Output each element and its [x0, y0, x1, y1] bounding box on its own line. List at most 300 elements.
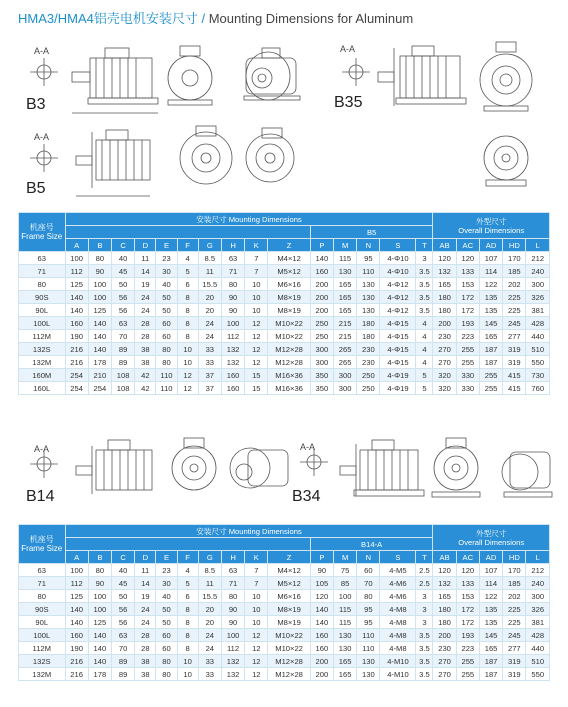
table-cell: 8	[177, 330, 198, 343]
table-cell: 14	[135, 265, 156, 278]
table-cell: 230	[357, 356, 380, 369]
table-cell: 350	[310, 382, 333, 395]
table-cell: 80	[221, 590, 244, 603]
table-cell: 270	[433, 356, 456, 369]
table-cell: 120	[456, 252, 479, 265]
table-cell: M8×19	[268, 616, 310, 629]
table-cell: 440	[526, 330, 550, 343]
column-header-l: L	[526, 551, 550, 564]
table-cell: 225	[503, 291, 526, 304]
column-header-z: Z	[268, 551, 310, 564]
table-cell: M8×19	[268, 603, 310, 616]
motor-3d-b35	[484, 136, 528, 180]
overall-en: Overall Dimensions	[458, 537, 525, 547]
table-cell: 70	[112, 330, 135, 343]
frame-en: Frame Size	[21, 544, 63, 553]
column-header-s: S	[380, 239, 416, 252]
column-header-f: F	[177, 551, 198, 564]
table-cell: 8	[177, 291, 198, 304]
table-cell: 730	[526, 369, 550, 382]
table-cell: 12	[245, 642, 268, 655]
table-cell: 415	[503, 382, 526, 395]
table-cell: 110	[156, 382, 177, 395]
table-cell: 255	[479, 382, 502, 395]
table-cell: 140	[310, 603, 333, 616]
table-cell: 37	[198, 369, 221, 382]
label-b3: B3	[26, 96, 46, 113]
column-header-e: E	[156, 551, 177, 564]
column-header-t: T	[416, 551, 433, 564]
table-cell: 510	[526, 655, 550, 668]
table-cell: 12	[245, 668, 268, 681]
table-cell: 180	[433, 304, 456, 317]
table-cell: 4	[416, 330, 433, 343]
table-cell: 760	[526, 382, 550, 395]
column-header-a: A	[65, 239, 88, 252]
table-cell: 125	[88, 304, 111, 317]
frame-size-cell: 80	[19, 278, 66, 291]
table-cell: 180	[433, 291, 456, 304]
table-cell: 100	[88, 291, 111, 304]
mounting-table-2	[18, 524, 550, 681]
frame-cn: 机座号	[29, 223, 54, 232]
table-cell: 110	[357, 265, 380, 278]
table-row	[19, 330, 550, 343]
table-cell: 6	[177, 590, 198, 603]
table-cell: 10	[245, 590, 268, 603]
table-cell: 319	[503, 356, 526, 369]
table-cell: 140	[88, 655, 111, 668]
label-b34: B34	[292, 488, 321, 505]
table-cell: 300	[310, 356, 333, 369]
table-cell: 255	[456, 356, 479, 369]
table-cell: 10	[177, 668, 198, 681]
table-cell: 254	[65, 369, 88, 382]
table-cell: 4-Φ10	[380, 252, 416, 265]
table-cell: 63	[112, 629, 135, 642]
table-cell: 3.5	[416, 655, 433, 668]
table-cell: 132	[433, 577, 456, 590]
table-cell: M6×16	[268, 278, 310, 291]
table-cell: 120	[433, 252, 456, 265]
table-cell: 95	[357, 603, 380, 616]
table-cell: 153	[456, 278, 479, 291]
table-cell: 132	[221, 668, 244, 681]
table-cell: 8	[177, 317, 198, 330]
table-cell: 56	[112, 616, 135, 629]
table-cell: 4	[416, 356, 433, 369]
label-b35: B35	[334, 94, 363, 111]
table-cell: 37	[198, 382, 221, 395]
table-cell: 114	[479, 265, 502, 278]
table-cell: 24	[135, 603, 156, 616]
table-cell: 3	[416, 603, 433, 616]
table-cell: 245	[503, 317, 526, 330]
table-cell: 7	[245, 577, 268, 590]
table-cell: 105	[310, 577, 333, 590]
table-cell: 140	[65, 291, 88, 304]
table-cell: 4-M10	[380, 668, 416, 681]
table-cell: 80	[156, 655, 177, 668]
overall-en: Overall Dimensions	[458, 225, 525, 235]
table-cell: 115	[333, 603, 356, 616]
table-cell: 133	[456, 577, 479, 590]
table-cell: 326	[526, 603, 550, 616]
table-cell: 170	[503, 252, 526, 265]
table-row	[19, 616, 550, 629]
frame-size-cell: 132S	[19, 343, 66, 356]
table-cell: 135	[479, 616, 502, 629]
motor-side-b34	[360, 450, 418, 490]
table-cell: 4	[416, 317, 433, 330]
table-cell: 180	[433, 616, 456, 629]
table-cell: 56	[112, 603, 135, 616]
table-cell: 140	[65, 616, 88, 629]
table-cell: 330	[456, 369, 479, 382]
table-cell: 122	[479, 590, 502, 603]
table-cell: 165	[479, 330, 502, 343]
table-cell: 90	[88, 577, 111, 590]
table-cell: 200	[310, 304, 333, 317]
table-cell: 24	[135, 291, 156, 304]
table-cell: 160	[310, 642, 333, 655]
table-cell: 33	[198, 356, 221, 369]
table-cell: 8	[177, 629, 198, 642]
table-cell: 300	[526, 590, 550, 603]
table-cell: 190	[65, 642, 88, 655]
table-cell: 160	[221, 369, 244, 382]
table-cell: 112	[221, 330, 244, 343]
table-cell: 130	[357, 291, 380, 304]
table-cell: 100	[65, 252, 88, 265]
section-label-b3: A-A	[34, 46, 50, 56]
table-cell: 110	[156, 369, 177, 382]
table-cell: 60	[156, 330, 177, 343]
frame-size-cell: 90S	[19, 603, 66, 616]
mount-header: 安装尺寸 Mounting Dimensions	[65, 213, 433, 226]
table-cell: 122	[479, 278, 502, 291]
table-cell: 4-Φ19	[380, 382, 416, 395]
table-cell: 115	[333, 616, 356, 629]
table-cell: 225	[503, 603, 526, 616]
table-cell: 4-Φ15	[380, 356, 416, 369]
table-cell: 140	[88, 330, 111, 343]
table-cell: 3.5	[416, 304, 433, 317]
table-cell: 326	[526, 291, 550, 304]
table-cell: 20	[198, 291, 221, 304]
table-cell: 12	[245, 317, 268, 330]
table-cell: 56	[112, 291, 135, 304]
table-cell: M4×12	[268, 564, 310, 577]
table-cell: 225	[503, 304, 526, 317]
table-cell: 4	[177, 564, 198, 577]
motor-front-b35	[480, 54, 532, 106]
column-header-ac: AC	[456, 239, 479, 252]
table-cell: 15	[245, 382, 268, 395]
table-cell: 3	[416, 252, 433, 265]
table-cell: 6	[177, 278, 198, 291]
table-cell: 110	[357, 642, 380, 655]
table-cell: M10×22	[268, 642, 310, 655]
mount-subheader-blank	[65, 226, 310, 239]
table-cell: 90	[221, 304, 244, 317]
table-cell: M16×36	[268, 382, 310, 395]
table-cell: 3	[416, 590, 433, 603]
column-header-hd: HD	[503, 551, 526, 564]
table-cell: 115	[333, 252, 356, 265]
table-cell: 45	[112, 265, 135, 278]
table-cell: 140	[88, 317, 111, 330]
column-header-c: C	[112, 551, 135, 564]
table-cell: 319	[503, 343, 526, 356]
frame-size-cell: 132S	[19, 655, 66, 668]
table-cell: 4	[177, 252, 198, 265]
table-cell: 140	[88, 343, 111, 356]
table-cell: 165	[433, 278, 456, 291]
table-cell: 4-M6	[380, 590, 416, 603]
column-header-d: D	[135, 239, 156, 252]
table-cell: 270	[433, 655, 456, 668]
table-cell: 135	[479, 603, 502, 616]
table-cell: 24	[135, 304, 156, 317]
table-cell: 107	[479, 564, 502, 577]
frame-size-cell: 132M	[19, 356, 66, 369]
table-cell: 19	[135, 278, 156, 291]
table-cell: 42	[135, 382, 156, 395]
column-header-ac: AC	[456, 551, 479, 564]
table-row	[19, 564, 550, 577]
table-cell: 270	[433, 668, 456, 681]
table-cell: 24	[135, 616, 156, 629]
table-cell: 277	[503, 330, 526, 343]
column-header-b: B	[88, 239, 111, 252]
table-cell: 265	[333, 343, 356, 356]
table-cell: M16×36	[268, 369, 310, 382]
table-cell: 12	[177, 382, 198, 395]
table-row	[19, 642, 550, 655]
table-cell: 23	[156, 564, 177, 577]
table-cell: 63	[112, 317, 135, 330]
table-cell: 80	[156, 343, 177, 356]
table-cell: 40	[112, 564, 135, 577]
table-cell: 130	[357, 655, 380, 668]
table-cell: 38	[135, 356, 156, 369]
table-cell: 80	[156, 668, 177, 681]
table-cell: 50	[156, 603, 177, 616]
table-cell: 187	[479, 655, 502, 668]
table-cell: 428	[526, 317, 550, 330]
table-cell: 38	[135, 668, 156, 681]
table-cell: 15.5	[198, 590, 221, 603]
table-cell: M12×28	[268, 356, 310, 369]
title-cn: HMA3/HMA4铝壳电机安装尺寸	[18, 11, 198, 26]
table-cell: 165	[333, 655, 356, 668]
table-cell: 210	[88, 369, 111, 382]
table-cell: 216	[65, 356, 88, 369]
table-cell: 107	[479, 252, 502, 265]
table-cell: 40	[112, 252, 135, 265]
table-cell: 4-Φ12	[380, 291, 416, 304]
table-cell: 30	[156, 577, 177, 590]
table-cell: 140	[65, 304, 88, 317]
table-cell: 85	[333, 577, 356, 590]
table-cell: 70	[357, 577, 380, 590]
table-cell: 114	[479, 577, 502, 590]
table-cell: 11	[198, 265, 221, 278]
frame-size-cell: 63	[19, 252, 66, 265]
table-cell: 5	[416, 369, 433, 382]
table-row	[19, 577, 550, 590]
column-header-k: K	[245, 239, 268, 252]
table-cell: 212	[526, 252, 550, 265]
table-cell: 5	[416, 382, 433, 395]
label-b14: B14	[26, 488, 55, 505]
table-cell: 216	[65, 668, 88, 681]
table-cell: 2.5	[416, 564, 433, 577]
table-cell: 8	[177, 603, 198, 616]
table-cell: 89	[112, 343, 135, 356]
table-cell: 4-Φ12	[380, 278, 416, 291]
table-cell: M12×28	[268, 668, 310, 681]
table-row	[19, 668, 550, 681]
table-cell: 165	[433, 590, 456, 603]
table-cell: 10	[245, 603, 268, 616]
table-cell: 95	[357, 616, 380, 629]
table-cell: 40	[156, 278, 177, 291]
table-cell: 145	[479, 317, 502, 330]
table-cell: 3.5	[416, 642, 433, 655]
table-cell: 112	[65, 577, 88, 590]
table-cell: 14	[135, 577, 156, 590]
table-cell: M5×12	[268, 265, 310, 278]
table-cell: 60	[156, 642, 177, 655]
table-cell: 4-M8	[380, 603, 416, 616]
table-cell: 130	[333, 265, 356, 278]
table-cell: 381	[526, 304, 550, 317]
title-en: Mounting Dimensions for Aluminum	[208, 11, 414, 26]
table-cell: 550	[526, 668, 550, 681]
column-header-p: P	[310, 239, 333, 252]
table-cell: 230	[433, 330, 456, 343]
table-cell: 80	[88, 252, 111, 265]
frame-en: Frame Size	[21, 232, 63, 241]
table-cell: 60	[156, 317, 177, 330]
table-cell: 180	[357, 330, 380, 343]
column-header-ad: AD	[479, 239, 502, 252]
column-header-s: S	[380, 551, 416, 564]
table-row	[19, 343, 550, 356]
table-cell: 125	[65, 590, 88, 603]
table-cell: 8.5	[198, 564, 221, 577]
motor-side-b3	[90, 58, 152, 98]
table-cell: 12	[245, 655, 268, 668]
table-cell: 245	[503, 629, 526, 642]
table-cell: 160	[310, 629, 333, 642]
table-cell: 212	[526, 564, 550, 577]
table-cell: 250	[357, 382, 380, 395]
table-cell: 153	[456, 590, 479, 603]
column-header-d: D	[135, 551, 156, 564]
table-cell: 250	[357, 369, 380, 382]
table-cell: 8.5	[198, 252, 221, 265]
table-cell: M10×22	[268, 629, 310, 642]
table-cell: 132	[221, 343, 244, 356]
table-cell: 89	[112, 668, 135, 681]
table-cell: 8	[177, 304, 198, 317]
title-sep: /	[197, 11, 209, 26]
table-cell: 60	[156, 629, 177, 642]
table-cell: 381	[526, 616, 550, 629]
table-cell: 3.5	[416, 668, 433, 681]
table-cell: 180	[357, 317, 380, 330]
table-cell: 140	[88, 642, 111, 655]
frame-cn: 机座号	[29, 535, 54, 544]
table-cell: 50	[156, 304, 177, 317]
table-cell: 240	[526, 577, 550, 590]
table-cell: 112	[221, 642, 244, 655]
table-cell: 15.5	[198, 278, 221, 291]
table-cell: 100	[333, 590, 356, 603]
table-cell: 125	[88, 616, 111, 629]
frame-size-cell: 100L	[19, 629, 66, 642]
table-cell: 12	[245, 629, 268, 642]
table-cell: 4-Φ15	[380, 317, 416, 330]
table-cell: 112	[65, 265, 88, 278]
table-cell: 90	[221, 291, 244, 304]
table-cell: 180	[433, 603, 456, 616]
table-cell: 3.5	[416, 629, 433, 642]
column-header-m: M	[333, 239, 356, 252]
table-cell: 63	[221, 564, 244, 577]
table-cell: 100	[65, 564, 88, 577]
table-cell: 254	[88, 382, 111, 395]
table-cell: 300	[310, 343, 333, 356]
section-label-b5: A-A	[34, 132, 50, 142]
table-cell: 23	[156, 252, 177, 265]
drawings-top	[0, 28, 568, 228]
table-cell: 100	[88, 590, 111, 603]
table-row	[19, 655, 550, 668]
sub-header: B14-A	[310, 538, 433, 551]
table-cell: 80	[156, 356, 177, 369]
frame-size-cell: 160M	[19, 369, 66, 382]
table-cell: 216	[65, 343, 88, 356]
table-row	[19, 590, 550, 603]
table-cell: 20	[198, 304, 221, 317]
table-cell: 28	[135, 629, 156, 642]
table-cell: 3.5	[416, 291, 433, 304]
table-cell: 165	[333, 291, 356, 304]
table-cell: 250	[310, 330, 333, 343]
table-cell: 255	[456, 343, 479, 356]
mount-subheader-blank	[65, 538, 310, 551]
table-cell: 5	[177, 265, 198, 278]
section-label-b34: A-A	[300, 442, 316, 452]
table-cell: 3	[416, 616, 433, 629]
column-header-f: F	[177, 239, 198, 252]
table-cell: 300	[526, 278, 550, 291]
table-cell: 63	[221, 252, 244, 265]
table-cell: 130	[357, 668, 380, 681]
table-cell: 8	[177, 616, 198, 629]
table-cell: 130	[333, 629, 356, 642]
table-cell: 4-Φ10	[380, 265, 416, 278]
table-cell: 300	[333, 369, 356, 382]
table-cell: 200	[310, 668, 333, 681]
table-cell: 4-Φ15	[380, 343, 416, 356]
table-cell: M8×19	[268, 304, 310, 317]
table-cell: 170	[503, 564, 526, 577]
